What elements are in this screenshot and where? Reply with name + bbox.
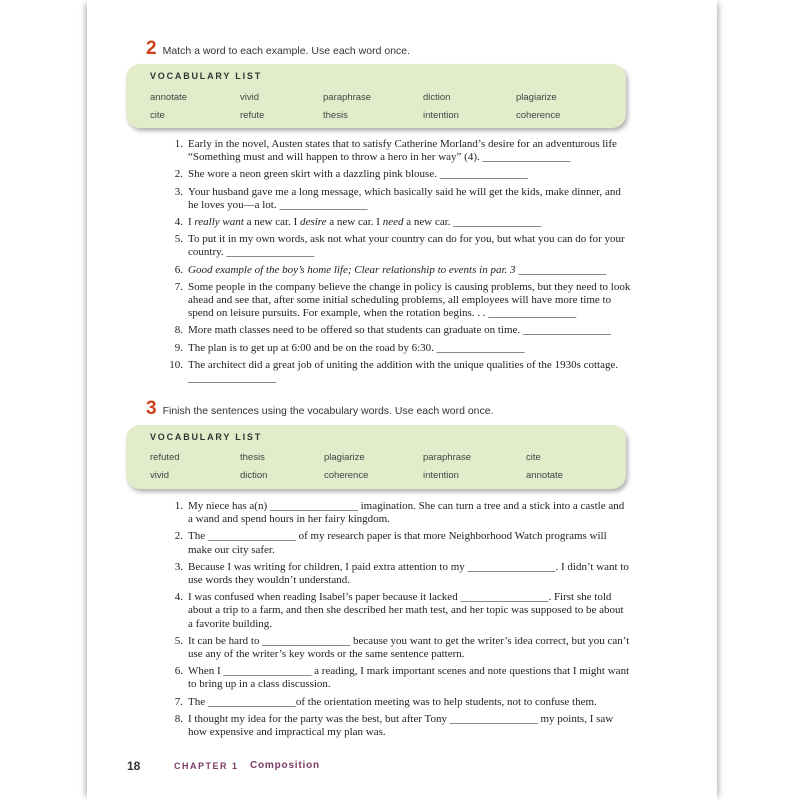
exercise-item — [166, 500, 631, 526]
item-text: Early in the novel, Austen states that to satisfy Catherine Morland’s desire for an adventurous life “Something must and will happen to throw a hero in her way” (4). ________________ — [188, 138, 617, 164]
exercise-item — [166, 342, 631, 355]
item-number: 6. — [174, 665, 183, 678]
vocab-word: plagiarize — [516, 92, 557, 103]
section-3-number: 3 — [146, 398, 157, 419]
item-text: It can be hard to ________________ because you want to get the writer’s idea correct, but you can’t use any of the writer’s key words or the same sentence pattern. — [188, 634, 630, 661]
item-text: She wore a neon green skirt with a dazzling pink blouse. ________________ — [188, 168, 528, 181]
exercise-item — [166, 713, 631, 739]
vocab-word: refute — [240, 110, 265, 121]
item-text: The ________________of the orientation meeting was to help students, not to confuse them. — [188, 695, 597, 708]
chapter-label: CHAPTER 1 — [174, 761, 239, 771]
exercise-item — [166, 635, 631, 661]
section-2-header — [146, 38, 410, 60]
vocab-word: cite — [150, 110, 165, 121]
exercise-item — [166, 216, 631, 229]
item-text: The plan is to get up at 6:00 and be on the road by 6:30. ________________ — [188, 341, 525, 354]
exercise-item — [166, 138, 631, 164]
vocab-word: intention — [423, 470, 459, 481]
section-3-header — [146, 398, 494, 420]
vocab-word: vivid — [150, 470, 170, 481]
item-number: 10. — [169, 358, 183, 371]
vocab-word: annotate — [150, 92, 187, 103]
item-number: 9. — [174, 341, 183, 354]
item-text: The ________________ of my research paper is that more Neighborhood Watch programs will make our city safer. — [188, 530, 607, 556]
item-text: I really want a new car. I desire a new car. I need a new car. ________________ — [188, 216, 542, 229]
item-number: 5. — [174, 634, 183, 647]
item-number: 5. — [174, 233, 183, 246]
vocab-word: intention — [423, 110, 459, 121]
item-text: My niece has a(n) ________________ imagination. She can turn a tree and a stick into a castle and a wand and spend hours in her fairy kingdom. — [188, 500, 625, 526]
vocab-word: coherence — [516, 110, 561, 121]
item-number: 2. — [174, 530, 183, 543]
exercise-item — [166, 561, 631, 587]
vocab-word: paraphrase — [323, 92, 372, 103]
vocab-word: diction — [423, 92, 451, 103]
exercise-item — [166, 665, 631, 691]
vocab-word: diction — [240, 470, 268, 481]
vocabulary-list-title: VOCABULARY LIST — [150, 71, 263, 81]
exercise-item — [166, 324, 631, 337]
vocabulary-list-box-2 — [126, 64, 626, 128]
vocab-word: refuted — [150, 452, 180, 463]
section-2-exercise-list — [166, 138, 631, 389]
item-number: 1. — [174, 138, 183, 150]
vocab-word: vivid — [240, 92, 260, 103]
section-3-exercise-list — [166, 500, 631, 743]
section-2-instruction: Match a word to each example. Use each word once. — [162, 45, 411, 57]
vocab-word: paraphrase — [423, 452, 472, 463]
exercise-item — [166, 281, 631, 321]
vocab-word: thesis — [240, 452, 265, 463]
vocab-word: plagiarize — [324, 452, 365, 463]
chapter-title: Composition — [250, 760, 320, 771]
section-2-number: 2 — [146, 38, 157, 59]
exercise-item — [166, 359, 631, 385]
item-text: Good example of the boy’s home life; Clear relationship to events in par. 3 ________________ — [188, 263, 607, 276]
item-number: 4. — [174, 216, 183, 229]
vocab-word: cite — [526, 452, 541, 463]
exercise-item — [166, 186, 631, 212]
vocab-word: coherence — [324, 470, 369, 481]
item-number: 1. — [174, 500, 183, 512]
item-text: More math classes need to be offered so that students can graduate on time. ________________ — [188, 324, 611, 337]
exercise-item — [166, 696, 631, 709]
item-number: 3. — [174, 185, 183, 198]
item-text: I thought my idea for the party was the best, but after Tony ________________ my points, I saw how expensive and impractical my plan was. — [188, 712, 614, 739]
item-text: The architect did a great job of uniting the addition with the unique qualities of the 1930s cottage. ________________ — [188, 358, 619, 385]
exercise-item — [166, 233, 631, 259]
vocab-word: thesis — [323, 110, 348, 121]
item-number: 7. — [174, 695, 183, 708]
vocabulary-list-box-3 — [126, 425, 626, 489]
exercise-item — [166, 168, 631, 181]
vocab-word: annotate — [526, 470, 563, 481]
item-number: 3. — [174, 560, 183, 573]
item-number: 6. — [174, 263, 183, 276]
item-text: When I ________________ a reading, I mark important scenes and note questions that I might want to bring up in a class discussion. — [188, 665, 630, 691]
exercise-item — [166, 530, 631, 556]
item-text: Because I was writing for children, I paid extra attention to my ________________. I didn’t want to use words they wouldn’t understand. — [188, 560, 629, 587]
exercise-item — [166, 264, 631, 277]
item-number: 8. — [174, 324, 183, 337]
vocabulary-list-title: VOCABULARY LIST — [150, 432, 263, 442]
item-number: 4. — [174, 591, 183, 604]
item-number: 8. — [174, 712, 183, 725]
item-text: I was confused when reading Isabel’s paper because it lacked ________________. First she told about a trip to a farm, and then she described her math test, and her topic was supposed to be about a favorite building. — [188, 591, 624, 630]
item-number: 2. — [174, 168, 183, 181]
item-text: Your husband gave me a long message, which basically said he will get the kids, make dinner, and he loves you—a lot. ________________ — [188, 185, 621, 211]
exercise-item — [166, 591, 631, 631]
item-text: Some people in the company believe the change in policy is causing problems, but they need to look ahead and see that, after some initial scheduling problems, all employees will have more time to spend on leisure pursuits. For example, when the rotation begins. . . ________________ — [188, 280, 631, 320]
item-text: To put it in my own words, ask not what your country can do for you, but what you can do for your country. ________________ — [188, 233, 625, 259]
section-3-instruction: Finish the sentences using the vocabulary words. Use each word once. — [162, 405, 494, 417]
page-number: 18 — [127, 759, 141, 773]
item-number: 7. — [174, 280, 183, 293]
